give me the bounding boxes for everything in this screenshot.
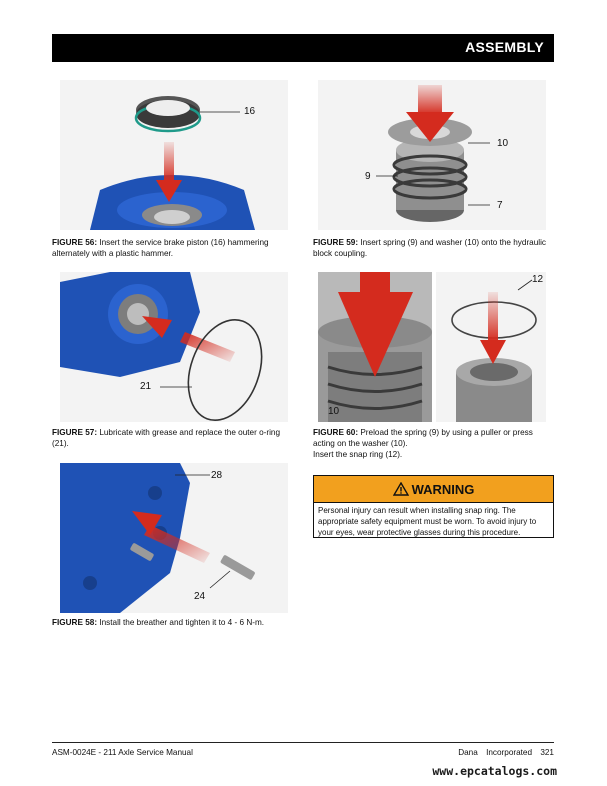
figure-60-caption	[313, 427, 554, 460]
figure-57-callout-21: 21	[140, 381, 152, 392]
figure-58-text: Install the breather and tighten it to 4 - 6 N-m.	[99, 618, 265, 627]
figure-57-image	[60, 272, 288, 422]
figure-60-image-left	[318, 272, 432, 422]
figure-58-callout-28: 28	[211, 470, 223, 481]
figure-59-callout-9: 9	[365, 171, 371, 182]
warning-header	[314, 476, 553, 503]
figure-57-label: FIGURE 57:	[52, 428, 98, 437]
figure-59-label: FIGURE 59:	[313, 238, 359, 247]
figure-56-text: Insert the service brake piston (16) hammering alternately with a plastic hammer.	[52, 238, 269, 258]
warning-box	[313, 475, 554, 538]
figure-57-caption	[52, 427, 292, 449]
figure-58-caption	[52, 617, 292, 628]
figure-60-text-2: Insert the snap ring (12).	[313, 450, 403, 459]
figure-58-label: FIGURE 58:	[52, 618, 98, 627]
figure-58-callout-24: 24	[194, 591, 206, 602]
page-number: 321	[540, 748, 554, 757]
figure-56-image	[60, 80, 288, 230]
figure-60-label: FIGURE 60:	[313, 428, 359, 437]
figure-59-text: Insert spring (9) and washer (10) onto the hydraulic block coupling.	[313, 238, 547, 258]
figure-60-callout-12: 12	[532, 274, 544, 285]
figure-56-label: FIGURE 56:	[52, 238, 98, 247]
footer-company: Dana Incorporated	[458, 748, 533, 757]
footer-manual-title: ASM-0024E - 211 Axle Service Manual	[52, 748, 193, 757]
warning-triangle-icon	[393, 482, 409, 496]
figure-59-callout-10: 10	[497, 138, 509, 149]
figure-59-caption	[313, 237, 554, 259]
watermark: www.epcatalogs.com	[432, 764, 557, 778]
warning-title: WARNING	[411, 481, 475, 497]
footer-divider	[52, 742, 554, 743]
figure-57-text: Lubricate with grease and replace the outer o-ring (21).	[52, 428, 281, 448]
figure-58-image	[60, 463, 288, 613]
page-title: ASSEMBLY	[465, 39, 544, 55]
figure-60-image-right	[436, 272, 546, 422]
figure-56-caption	[52, 237, 292, 259]
figure-59-image	[318, 80, 546, 230]
header-bar	[52, 34, 554, 62]
figure-59-callout-7: 7	[497, 200, 503, 211]
figure-60-callout-10: 10	[328, 406, 340, 417]
figure-60-text: Preload the spring (9) by using a puller or press acting on the washer (10).	[313, 428, 533, 448]
figure-56-callout-16: 16	[244, 106, 256, 117]
footer-right	[458, 748, 554, 757]
warning-text: Personal injury can result when installing snap ring. The appropriate safety equipment must be worn. To avoid injury to your eyes, wear protective glasses during this procedure.	[318, 506, 537, 537]
